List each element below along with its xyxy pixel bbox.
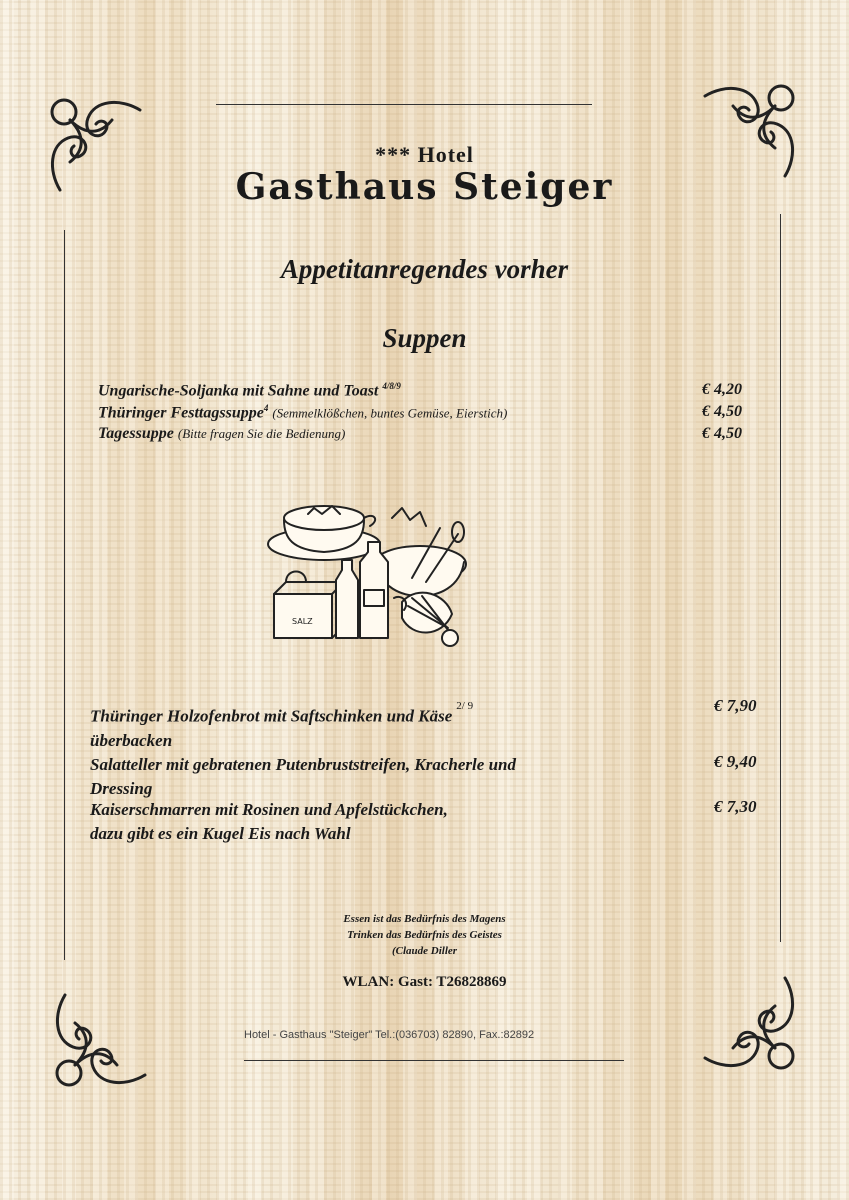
soup-item-allergens: 4/8/9	[382, 381, 401, 391]
dish-item-line1: Thüringer Holzofenbrot mit Saftschinken und Käse	[90, 706, 453, 726]
soup-item-allergens: 4	[263, 403, 269, 413]
soup-item-note: (Bitte fragen Sie die Bedienung)	[177, 426, 346, 441]
soup-item	[98, 381, 401, 400]
dish-item-price: € 9,40	[714, 752, 757, 771]
hotel-name: Gasthaus Steiger	[235, 166, 614, 208]
dish-item-line2: dazu gibt es ein Kugel Eis nach Wahl	[90, 824, 351, 843]
dish-item-line2: Dressing	[90, 779, 153, 798]
quote-line: Essen ist das Bedürfnis des Magens	[343, 913, 506, 925]
soup-item-price: € 4,20	[702, 381, 742, 398]
footer-contact: Hotel - Gasthaus "Steiger" Tel.:(036703) 82890, Fax.:82892	[244, 1029, 535, 1041]
dish-item-price: € 7,30	[714, 797, 757, 816]
soup-item-name: Tagessuppe	[98, 425, 174, 442]
dish-item	[90, 700, 650, 753]
bottom-rule	[244, 1060, 624, 1061]
top-rule	[216, 104, 592, 105]
soup-item-note: (Semmelklößchen, buntes Gemüse, Eierstich)	[272, 405, 508, 421]
kitchen-illustration	[262, 498, 472, 663]
dish-item	[90, 798, 650, 846]
salt-label: SALZ	[292, 617, 313, 626]
soups-title: Suppen	[382, 323, 467, 353]
section-title: Appetitanregendes vorher	[280, 254, 569, 284]
dish-item-line1: Kaiserschmarren mit Rosinen und Apfelstückchen,	[90, 800, 448, 819]
soup-item-name: Ungarische-Soljanka mit Sahne und Toast	[98, 382, 379, 400]
dish-item-line2: überbacken	[90, 730, 173, 750]
dish-item	[90, 753, 650, 801]
quote-author: (Claude Diller	[391, 945, 458, 957]
quote	[0, 911, 849, 959]
soup-item-price: € 4,50	[702, 425, 742, 442]
hotel-stars-line: *** Hotel	[375, 142, 474, 167]
corner-ornament-bottom-left	[45, 985, 155, 1095]
soup-item-price: € 4,50	[702, 403, 742, 420]
wlan-info: WLAN: Gast: T26828869	[342, 974, 507, 990]
soup-item	[98, 403, 507, 422]
dish-item-line1: Salatteller mit gebratenen Putenbruststreifen, Kracherle und	[90, 755, 516, 774]
dish-item-price: € 7,90	[714, 696, 757, 715]
quote-line: Trinken das Bedürfnis des Geistes	[347, 929, 502, 941]
soup-item-name: Thüringer Festtagssuppe	[98, 404, 264, 422]
soup-item	[98, 425, 345, 443]
dish-item-allergens: 2/ 9	[456, 700, 474, 712]
